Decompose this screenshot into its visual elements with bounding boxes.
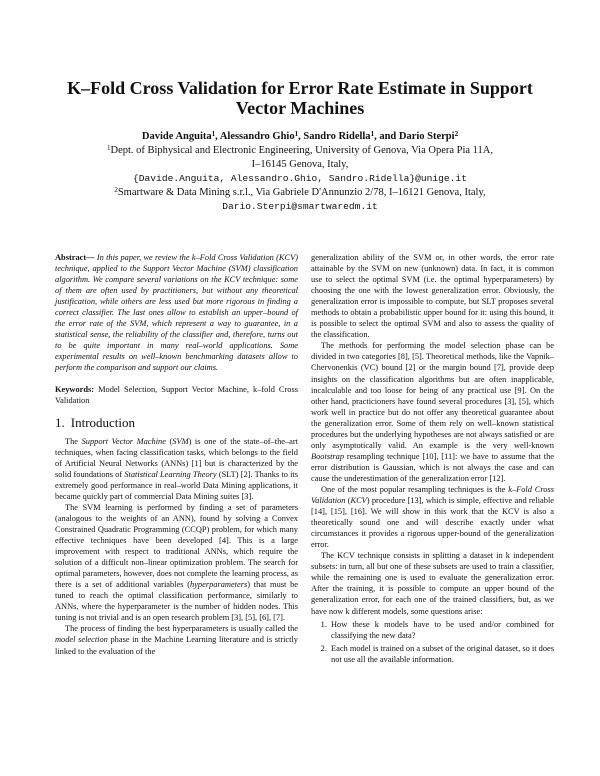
- section-number: 1.: [55, 414, 65, 430]
- section-title: Introduction: [70, 414, 136, 430]
- affiliation-marker: 1: [106, 144, 111, 152]
- question-list: [311, 619, 554, 665]
- author-block: [40, 130, 560, 214]
- right-paragraph-2: The methods for performing the model selection phase can be divided in two categories [8], [5]. Theoretical methods, like the Vapnik–Chervonenkis (VC) bound [2] or the margin bound [7], provide deep insights on the classification algorithms but are often inapplicable, incalculable and too loose for being of any practical use [9]. On the other hand, practicioners have found several procedures [3], [5], which work well in practice but do not offer any theoretical guarantee about the generalization error. Some of them rely on well–known statistical procedures but the underlying hypotheses are not always satisfied or are only asymptotically valid. An example is the very well-known Bootstrap resampling technique [10], [11]: we have to assume that the error distribution is Gaussian, which is not always the case and can cause the underestimation of the generalization error [12].: [311, 341, 554, 483]
- author-names: Davide Anguita$^1$, Alessandro Ghio$^1$, Sandro Ridella$^1$, and Dario Sterpi$^2$: [141, 130, 459, 142]
- right-paragraph-1: generalization ability of the SVM or, in other words, the error rate attainable by the SVM on new (unknown) data. In fact, it is common use to select the optimal SVM (i.e. the optimal hyperparameters) by choosing the one with the lowest generalization error. Obviously, the generalization error is impossible to compute, but SLT proposes several methods to obtain a probabilistic upper bound for it: using this bound, it is possible to select the optimal SVM and also to assess the quality of the classification.: [311, 253, 554, 340]
- author-name: and Dario Sterpi: [379, 131, 455, 142]
- keywords: [55, 384, 298, 406]
- affiliation-2-email: Dario.Sterpi@smartwaredm.it: [222, 201, 378, 212]
- right-column: [311, 252, 554, 667]
- list-item: 1. How these k models have to be used and/or combined for classifying the new data?: [329, 619, 554, 641]
- affiliation-marker: 2: [454, 130, 459, 138]
- right-paragraph-4: The KCV technique consists in splitting a dataset in k independent subsets: in turn, all but one of these subsets are used to train a classifier, while the remaining one is used to evaluate the generalization error. After the training, it is possible to compute an upper bound of the generalization error, for each one of the trained classifiers, but, as we have now k different models, some questions arise:: [311, 551, 554, 616]
- author-name: Alessandro Ghio: [219, 131, 295, 142]
- keywords-label: Keywords:: [55, 384, 95, 394]
- section-heading: [55, 415, 298, 430]
- abstract-label: Abstract—: [55, 253, 95, 262]
- keywords-text: Model Selection, Support Vector Machine, k–fold Cross Validation: [55, 384, 298, 405]
- affiliation-marker: 1: [370, 130, 375, 138]
- affiliation-1-city: I–16145 Genova, Italy,: [251, 159, 349, 170]
- intro-paragraph-2: The SVM learning is performed by finding a set of parameters (analogous to the weights of an ANN), found by solving a Convex Constrained Quadratic Programming (CCQP) problem, for which many effective techniques have been developed [4]. This is a large improvement with respect to traditional ANNs, which require the solution of a difficult non–linear optimization problem. The search for optimal parameters, however, does not complete the learning process, as there is a set of additional variables (hyperparameters) that must be tuned to reach the optimal classification performance, similarly to ANNs, where the hyperparameter is the number of hidden nodes. This tuning is not trivial and is an open research problem [3], [5], [6], [7].: [55, 502, 298, 623]
- list-item: 2. Each model is trained on a subset of the original dataset, so it does not use all the available information.: [329, 643, 554, 665]
- intro-paragraph-3: The process of finding the best hyperparameters is usually called the model selection phase in the Machine Learning literature and is strictly linked to the evaluation of the: [55, 624, 298, 656]
- right-paragraph-3: One of the most popular resampling techniques is the k–Fold Cross Validation (KCV) procedure [13], which is simple, effective and reliable [14], [15], [16]. We will show in this work that the KCV is also a theoretically sound one and will describe exactly under what circumstances it provides a rigorous upper-bound of the generalization error.: [311, 484, 554, 550]
- author-name: Sandro Ridella: [303, 131, 371, 142]
- affiliation-marker: 1: [211, 130, 216, 138]
- author-name: Davide Anguita: [141, 131, 212, 142]
- intro-paragraph-1: The Support Vector Machine (SVM) is one of the state–of–the–art techniques, when facing classification tasks, which belongs to the field of Artificial Neural Networks (ANNs) [1] but is characterized by the solid foundations of Statistical Learning Theory (SLT) [2]. Thanks to its extremely good performance in real–world Data Mining applications, it became quickly part of commercial Data Mining suites [3].: [55, 436, 299, 501]
- affiliation-2: $^2$Smartware & Data Mining s.r.l., Via Gabriele D'Annunzio 2/78, I–16121 Genova, Italy,: [114, 186, 486, 198]
- affiliation-1: $^1$Dept. of Biphysical and Electronic Engineering, University of Genova, Via Opera Pia 11A,: [106, 144, 494, 156]
- affiliation-marker: 2: [114, 186, 118, 194]
- affiliation-marker: 1: [294, 130, 299, 138]
- affiliation-1-email: {Davide.Anguita, Alessandro.Ghio, Sandro.Ridella}@unige.it: [133, 173, 467, 184]
- abstract-text: In this paper, we review the k–Fold Cross Validation (KCV) technique, applied to the Support Vector Machine (SVM) classification algorithm. We compare several variations on the KCV technique: some of them are often used by practitioners, but without any theoretical justification, while others are less used but more rigorous in finding a correct classifier. The last ones allow to establish an upper–bound of the error rate of the SVM, which represent a way to guarantee, in a statistical sense, the reliability of the classifier and, therefore, turns out to be quite important in many real–world applications. Some experimental results on well–known benchmarking datasets allow to perform the comparison and support our claims.: [55, 253, 298, 373]
- abstract: [55, 252, 298, 374]
- left-column: [55, 252, 298, 657]
- paper-title: K–Fold Cross Validation for Error Rate Estimate in Support Vector Machines: [67, 78, 533, 118]
